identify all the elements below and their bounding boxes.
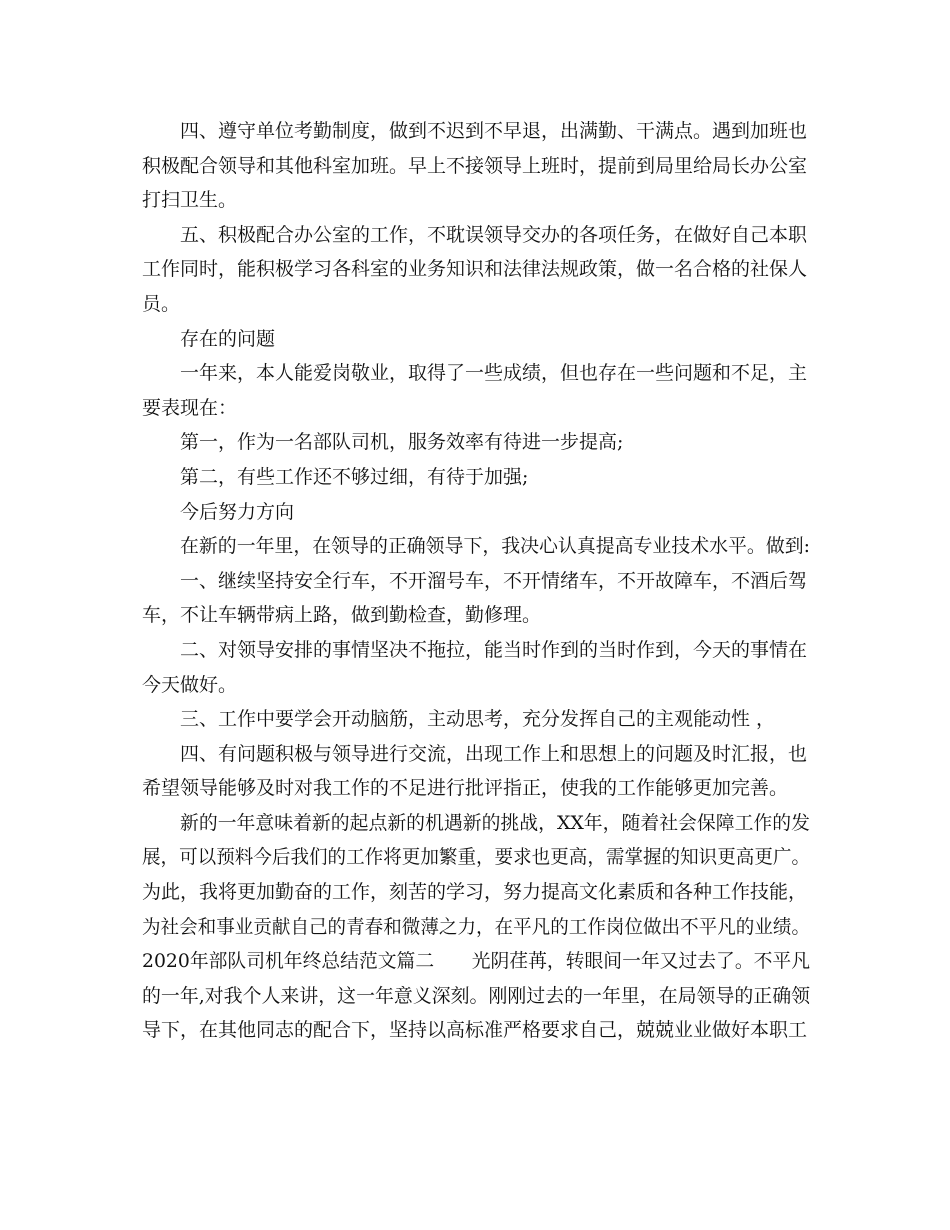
text-line: 员。 [142, 292, 181, 315]
text-line: 的一年,对我个人来讲，这一年意义深刻。刚刚过去的一年里，在局领导的正确领 [142, 984, 811, 1007]
text-line: 一年来，本人能爱岗敬业，取得了一些成绩，但也存在一些问题和不足，主 [180, 362, 808, 385]
text-line: 今天做好。 [142, 673, 238, 696]
text-line: 二、对领导安排的事情坚决不拖拉，能当时作到的当时作到，今天的事情在 [180, 638, 808, 661]
text-line: 为社会和事业贡献自己的青春和微薄之力，在平凡的工作岗位做出不平凡的业绩。 [142, 915, 811, 938]
text-line: 第二，有些工作还不够过细，有待于加强; [180, 465, 529, 488]
text-line: 工作同时，能积极学习各科室的业务知识和法律法规政策，做一名合格的社保人 [142, 258, 808, 281]
text-line: 车，不让车辆带病上路，做到勤检查，勤修理。 [142, 604, 542, 627]
text-line: 新的一年意味着新的起点新的机遇新的挑战，XX年，随着社会保障工作的发 [180, 811, 810, 834]
text-line: 希望领导能够及时对我工作的不足进行批评指正，使我的工作能够更加完善。 [142, 777, 789, 800]
text-line: 导下，在其他同志的配合下，坚持以高标准严格要求自己，兢兢业业做好本职工 [142, 1019, 808, 1042]
text-line: 打扫卫生。 [142, 189, 238, 212]
text-line: 要表现在： [142, 396, 238, 419]
text-line: 第一，作为一名部队司机，服务效率有待进一步提高; [180, 431, 624, 454]
text-line: 三、工作中要学会开动脑筋，主动思考，充分发挥自己的主观能动性 ， [180, 708, 776, 731]
text-line: 四、遵守单位考勤制度，做到不迟到不早退，出满勤、干满点。遇到加班也 [180, 120, 808, 142]
document-body [142, 114, 810, 1048]
text-line: 2020年部队司机年终总结范文篇二 光阴荏苒，转眼间一年又过去了。不平凡 [142, 950, 810, 973]
text-line: 为此，我将更加勤奋的工作，刻苦的学习，努力提高文化素质和各种工作技能， [142, 881, 808, 904]
text-line: 展，可以预料今后我们的工作将更加繁重，要求也更高，需掌握的知识更高更广。 [142, 846, 811, 869]
text-line: 一、继续坚持安全行车，不开溜号车，不开情绪车，不开故障车，不酒后驾 [180, 569, 808, 592]
text-line: 今后努力方向 [180, 500, 295, 523]
text-line: 积极配合领导和其他科室加班。早上不接领导上班时，提前到局里给局长办公室 [142, 154, 808, 177]
text-line: 存在的问题 [180, 327, 276, 350]
text-line: 在新的一年里，在领导的正确领导下，我决心认真提高专业技术水平。做到: [180, 535, 810, 558]
text-line: 四、有问题积极与领导进行交流，出现工作上和思想上的问题及时汇报，也 [180, 742, 808, 765]
text-line: 五、积极配合办公室的工作，不耽误领导交办的各项任务，在做好自己本职 [180, 223, 808, 246]
